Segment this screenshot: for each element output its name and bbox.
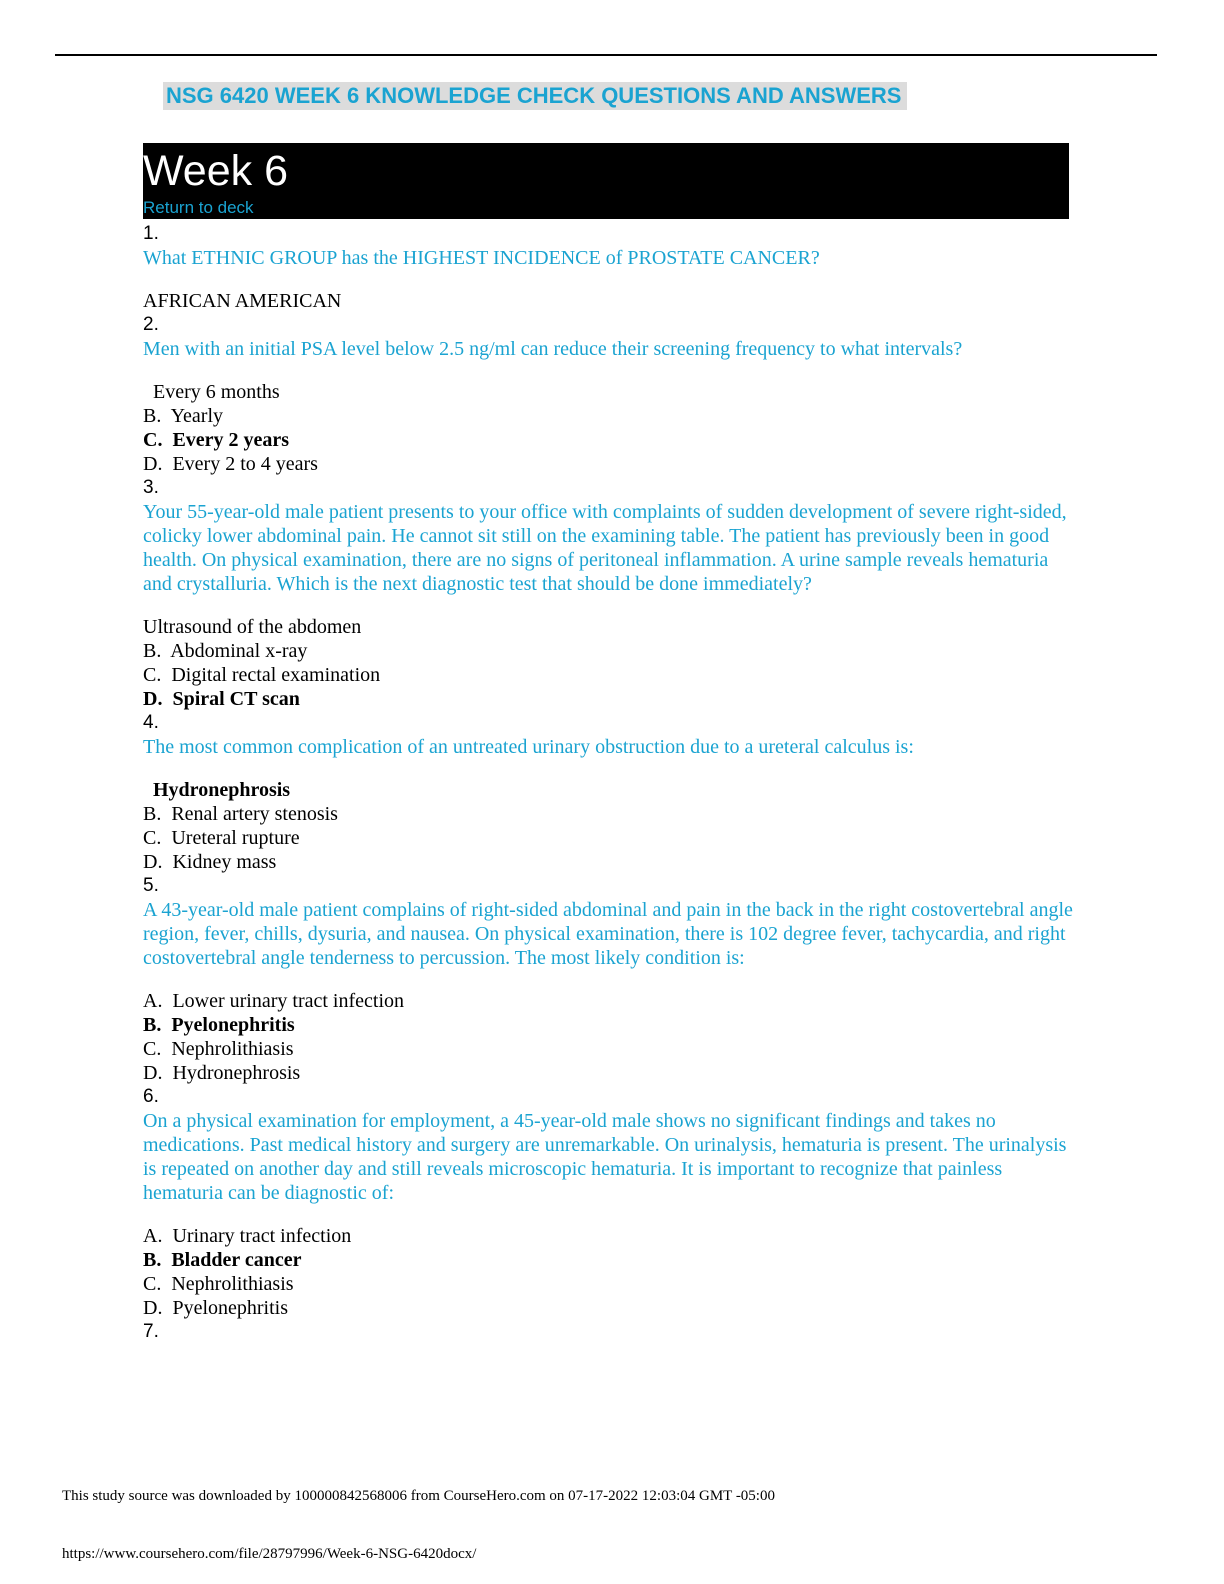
answer-option: B. Abdominal x-ray [143,640,308,662]
question-text: Your 55-year-old male patient presents to your office with complaints of sudden development of severe right-sided, colicky lower abdominal pain. He cannot sit still on the examining table. The patient has previously been in good health. On physical examination, there are no signs of peritoneal inflammation. A urine sample reveals hematuria and crystalluria. Which is the next diagnostic test that should be done immediately? [143,501,1067,595]
answer-option: D. Pyelonephritis [143,1297,288,1319]
answer-option: C. Digital rectal examination [143,664,381,686]
answer-option: D. Every 2 to 4 years [143,453,318,475]
correct-answer-option: B. Pyelonephritis [143,1014,295,1036]
question-text: The most common complication of an untreated urinary obstruction due to a ureteral calculus is: [143,736,914,758]
return-to-deck-link[interactable]: Return to deck [143,198,254,217]
question-number: 1. [143,223,159,244]
answer-option: C. Nephrolithiasis [143,1038,294,1060]
question-text: On a physical examination for employment, a 45-year-old male shows no significant findings and takes no medications. Past medical history and surgery are unremarkable. On urinalysis, hematuria is present. The urinalysis is repeated on another day and still reveals microscopic hematuria. It is important to recognize that painless hematuria can be diagnostic of: [143,1110,1067,1204]
question-number: 5. [143,875,159,896]
question-list [143,222,1073,1344]
answer-option: C. Nephrolithiasis [143,1273,294,1295]
answer-option: C. Ureteral rupture [143,827,300,849]
answer-option: D. Kidney mass [143,851,277,873]
answer-option: D. Hydronephrosis [143,1062,301,1084]
question-text: Men with an initial PSA level below 2.5 ng/ml can reduce their screening frequency to what intervals? [143,338,963,360]
week-title: Week 6 [143,147,288,195]
answer-option: Every 6 months [153,381,280,403]
correct-answer-option: C. Every 2 years [143,429,290,451]
question-text: What ETHNIC GROUP has the HIGHEST INCIDENCE of PROSTATE CANCER? [143,247,820,269]
deck-header [143,143,1069,219]
correct-answer-option: Hydronephrosis [153,779,291,801]
correct-answer-option: D. Spiral CT scan [143,688,300,710]
answer: AFRICAN AMERICAN [143,290,342,312]
document-title: NSG 6420 WEEK 6 KNOWLEDGE CHECK QUESTIONS AND ANSWERS [163,82,907,110]
question-number: 6. [143,1086,159,1107]
answer-option: A. Lower urinary tract infection [143,990,405,1012]
question-number: 7. [143,1321,159,1342]
correct-answer-option: B. Bladder cancer [143,1249,302,1271]
question-number: 2. [143,314,159,335]
top-rule [55,54,1157,56]
question-number: 4. [143,712,159,733]
answer-option: B. Renal artery stenosis [143,803,338,825]
footer-source-note: This study source was downloaded by 100000842568006 from CourseHero.com on 07-17-2022 12:03:04 GMT -05:00 [62,1488,775,1504]
question-number: 3. [143,477,159,498]
answer-option: Ultrasound of the abdomen [143,616,362,638]
answer-option: A. Urinary tract infection [143,1225,352,1247]
footer-url[interactable]: https://www.coursehero.com/file/28797996/Week-6-NSG-6420docx/ [62,1546,477,1562]
question-text: A 43-year-old male patient complains of right-sided abdominal and pain in the back in the right costovertebral angle region, fever, chills, dysuria, and nausea. On physical examination, there is 102 degree fever, tachycardia, and right costovertebral angle tenderness to percussion. The most likely condition is: [143,899,1073,969]
answer-option: B. Yearly [143,405,224,427]
